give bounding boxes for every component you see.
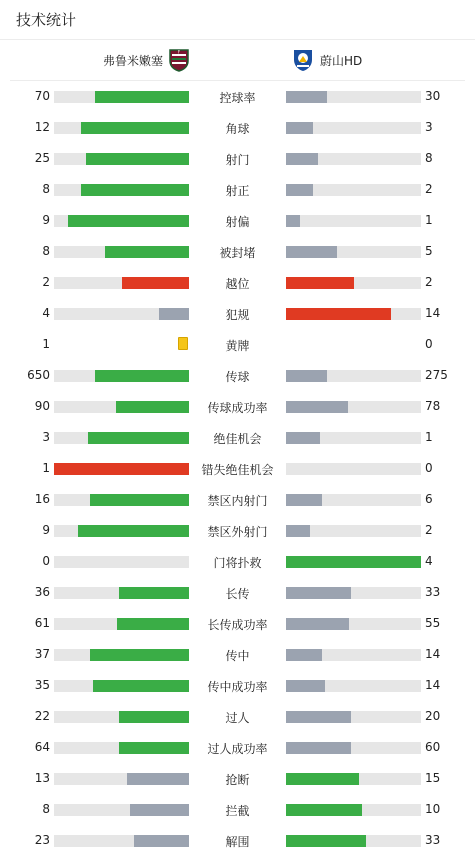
home-value: 2 (42, 275, 50, 289)
home-bar-track (54, 835, 189, 847)
away-team-name: 蔚山HD (320, 53, 363, 68)
away-bar-fill (286, 370, 327, 382)
stat-row (0, 143, 475, 174)
away-value: 33 (425, 833, 441, 847)
away-bar-track (286, 711, 421, 723)
stat-row (0, 112, 475, 143)
away-bar-fill (286, 246, 337, 258)
yellow-card-icon (178, 337, 188, 350)
stat-row (0, 763, 475, 794)
stat-row (0, 298, 475, 329)
home-value: 8 (42, 244, 50, 258)
away-value: 10 (425, 802, 441, 816)
home-value: 9 (42, 523, 50, 537)
away-bar-fill (286, 122, 313, 134)
home-bar-fill (130, 804, 189, 816)
home-bar-fill (86, 153, 189, 165)
stat-row (0, 422, 475, 453)
home-value: 35 (34, 678, 50, 692)
away-bar-fill (286, 525, 310, 537)
stat-label: 门将扑救 (213, 556, 262, 570)
stat-row (0, 732, 475, 763)
home-bar-fill (68, 215, 190, 227)
away-bar-track (286, 835, 421, 847)
home-bar-track (54, 525, 189, 537)
home-bar-fill (159, 308, 189, 320)
away-value: 14 (425, 678, 441, 692)
home-bar-track (54, 432, 189, 444)
home-bar-track (54, 277, 189, 289)
home-bar-fill (54, 463, 189, 475)
home-value: 61 (34, 616, 50, 630)
section-header (0, 0, 475, 40)
home-value: 1 (42, 461, 50, 475)
fluminense-crest-icon (168, 48, 190, 72)
stat-label: 长传 (225, 587, 250, 601)
stat-row (0, 267, 475, 298)
away-bar-fill (286, 494, 322, 506)
away-value: 5 (425, 244, 433, 258)
home-bar-track (54, 649, 189, 661)
home-bar-fill (90, 494, 189, 506)
home-value: 13 (34, 771, 50, 785)
away-bar-fill (286, 401, 348, 413)
teams-header (10, 40, 465, 81)
home-bar-track (54, 215, 189, 227)
stat-row (0, 546, 475, 577)
home-bar-track (54, 556, 189, 568)
home-value: 0 (42, 554, 50, 568)
away-value: 6 (425, 492, 433, 506)
away-bar-track (286, 246, 421, 258)
home-bar-fill (105, 246, 189, 258)
home-bar-fill (116, 401, 189, 413)
home-bar-fill (134, 835, 189, 847)
away-value: 3 (425, 120, 433, 134)
away-bar-fill (286, 649, 322, 661)
away-value: 20 (425, 709, 441, 723)
home-value: 1 (42, 337, 50, 351)
stat-label: 黄牌 (225, 339, 250, 353)
home-bar-track (54, 804, 189, 816)
home-bar-fill (119, 587, 189, 599)
away-bar-fill (286, 153, 318, 165)
away-bar-fill (286, 215, 300, 227)
away-value: 14 (425, 647, 441, 661)
away-bar-track (286, 742, 421, 754)
home-bar-fill (78, 525, 189, 537)
home-bar-fill (122, 277, 190, 289)
away-bar-fill (286, 835, 366, 847)
away-bar-track (286, 339, 421, 351)
stat-label: 角球 (225, 122, 250, 136)
home-value: 36 (34, 585, 50, 599)
stat-label: 传中 (225, 649, 250, 663)
away-bar-track (286, 525, 421, 537)
home-value: 16 (34, 492, 50, 506)
away-team[interactable] (292, 48, 362, 72)
home-bar-track (54, 742, 189, 754)
stat-label: 拦截 (225, 804, 250, 818)
away-bar-fill (286, 308, 391, 320)
home-value: 90 (34, 399, 50, 413)
away-value: 2 (425, 182, 433, 196)
section-title: 技术统计 (16, 11, 77, 29)
away-value: 2 (425, 275, 433, 289)
away-bar-track (286, 153, 421, 165)
stat-label: 禁区外射门 (207, 525, 268, 539)
home-bar-track (54, 184, 189, 196)
away-bar-fill (286, 742, 351, 754)
home-bar-track (54, 122, 189, 134)
away-bar-fill (286, 804, 362, 816)
stat-row (0, 453, 475, 484)
home-value: 23 (34, 833, 50, 847)
stat-label: 射正 (225, 184, 250, 198)
away-value: 8 (425, 151, 433, 165)
home-bar-track (54, 308, 189, 320)
away-bar-track (286, 463, 421, 475)
home-bar-track (54, 680, 189, 692)
away-bar-track (286, 649, 421, 661)
home-bar-track (54, 91, 189, 103)
away-bar-track (286, 680, 421, 692)
away-value: 30 (425, 89, 441, 103)
stat-label: 传球 (225, 370, 250, 384)
stat-label: 错失绝佳机会 (201, 463, 274, 477)
away-bar-track (286, 308, 421, 320)
stat-label: 抢断 (225, 773, 250, 787)
away-bar-fill (286, 277, 354, 289)
away-bar-fill (286, 432, 320, 444)
stats-list (0, 81, 475, 856)
stat-label: 射偏 (225, 215, 250, 229)
away-value: 275 (425, 368, 448, 382)
away-value: 1 (425, 213, 433, 227)
away-bar-fill (286, 773, 359, 785)
home-value: 3 (42, 430, 50, 444)
away-bar-track (286, 277, 421, 289)
home-bar-fill (119, 742, 189, 754)
home-bar-fill (93, 680, 189, 692)
home-value: 8 (42, 802, 50, 816)
home-value: 4 (42, 306, 50, 320)
stat-row (0, 236, 475, 267)
home-bar-track (54, 773, 189, 785)
away-bar-track (286, 432, 421, 444)
away-value: 2 (425, 523, 433, 537)
home-bar-track (54, 587, 189, 599)
away-bar-fill (286, 587, 351, 599)
away-value: 15 (425, 771, 441, 785)
stat-row (0, 577, 475, 608)
home-bar-fill (81, 122, 189, 134)
away-bar-track (286, 804, 421, 816)
stat-label: 解围 (225, 835, 250, 849)
away-bar-fill (286, 680, 325, 692)
away-bar-fill (286, 556, 421, 568)
home-bar-track (54, 618, 189, 630)
stat-label: 传中成功率 (207, 680, 268, 694)
away-bar-track (286, 370, 421, 382)
home-bar-track (54, 711, 189, 723)
away-value: 4 (425, 554, 433, 568)
home-bar-fill (119, 711, 189, 723)
stat-row (0, 608, 475, 639)
stat-label: 犯规 (225, 308, 250, 322)
away-bar-track (286, 401, 421, 413)
ulsan-crest-icon (292, 48, 314, 72)
away-value: 0 (425, 337, 433, 351)
home-bar-track (54, 246, 189, 258)
home-bar-track (54, 401, 189, 413)
stat-label: 被封堵 (219, 246, 256, 260)
home-bar-track (54, 370, 189, 382)
away-bar-track (286, 184, 421, 196)
away-value: 14 (425, 306, 441, 320)
home-bar-fill (127, 773, 189, 785)
away-value: 60 (425, 740, 441, 754)
away-bar-track (286, 587, 421, 599)
home-bar-fill (117, 618, 189, 630)
stat-label: 绝佳机会 (213, 432, 262, 446)
stat-row (0, 670, 475, 701)
away-bar-track (286, 91, 421, 103)
home-team[interactable] (103, 48, 190, 72)
home-value: 37 (34, 647, 50, 661)
home-value: 650 (27, 368, 50, 382)
away-value: 1 (425, 430, 433, 444)
away-bar-track (286, 494, 421, 506)
away-bar-fill (286, 618, 349, 630)
stat-row (0, 484, 475, 515)
home-value: 8 (42, 182, 50, 196)
stat-row (0, 391, 475, 422)
away-value: 0 (425, 461, 433, 475)
away-bar-fill (286, 711, 351, 723)
stat-label: 射门 (225, 153, 250, 167)
home-bar-fill (81, 184, 189, 196)
home-value: 12 (34, 120, 50, 134)
home-value: 22 (34, 709, 50, 723)
away-bar-track (286, 215, 421, 227)
svg-text:F: F (177, 49, 181, 55)
home-value: 64 (34, 740, 50, 754)
home-bar-fill (90, 649, 189, 661)
stat-label: 控球率 (219, 91, 256, 105)
stat-label: 越位 (225, 277, 250, 291)
away-bar-fill (286, 91, 327, 103)
home-value: 9 (42, 213, 50, 227)
stat-row (0, 360, 475, 391)
stat-row (0, 825, 475, 856)
away-value: 78 (425, 399, 441, 413)
home-bar-track (54, 494, 189, 506)
stat-label: 过人 (225, 711, 250, 725)
stat-row (0, 701, 475, 732)
away-value: 33 (425, 585, 441, 599)
stat-label: 禁区内射门 (207, 494, 268, 508)
stat-row (0, 329, 475, 360)
stat-row (0, 174, 475, 205)
home-team-name: 弗鲁米嫩塞 (102, 53, 163, 68)
away-bar-track (286, 618, 421, 630)
away-bar-track (286, 122, 421, 134)
home-bar-track (54, 153, 189, 165)
home-bar-track (54, 339, 189, 351)
stat-row (0, 81, 475, 112)
stat-label: 过人成功率 (207, 742, 268, 756)
home-bar-track (54, 463, 189, 475)
stat-label: 传球成功率 (207, 401, 268, 415)
stat-row (0, 205, 475, 236)
away-value: 55 (425, 616, 441, 630)
stat-row (0, 515, 475, 546)
stat-row (0, 794, 475, 825)
home-value: 25 (34, 151, 50, 165)
away-bar-track (286, 773, 421, 785)
stat-row (0, 639, 475, 670)
home-bar-fill (95, 370, 190, 382)
home-bar-fill (95, 91, 190, 103)
home-value: 70 (34, 89, 50, 103)
away-bar-fill (286, 184, 313, 196)
home-bar-fill (88, 432, 189, 444)
away-bar-track (286, 556, 421, 568)
stat-label: 长传成功率 (207, 618, 268, 632)
